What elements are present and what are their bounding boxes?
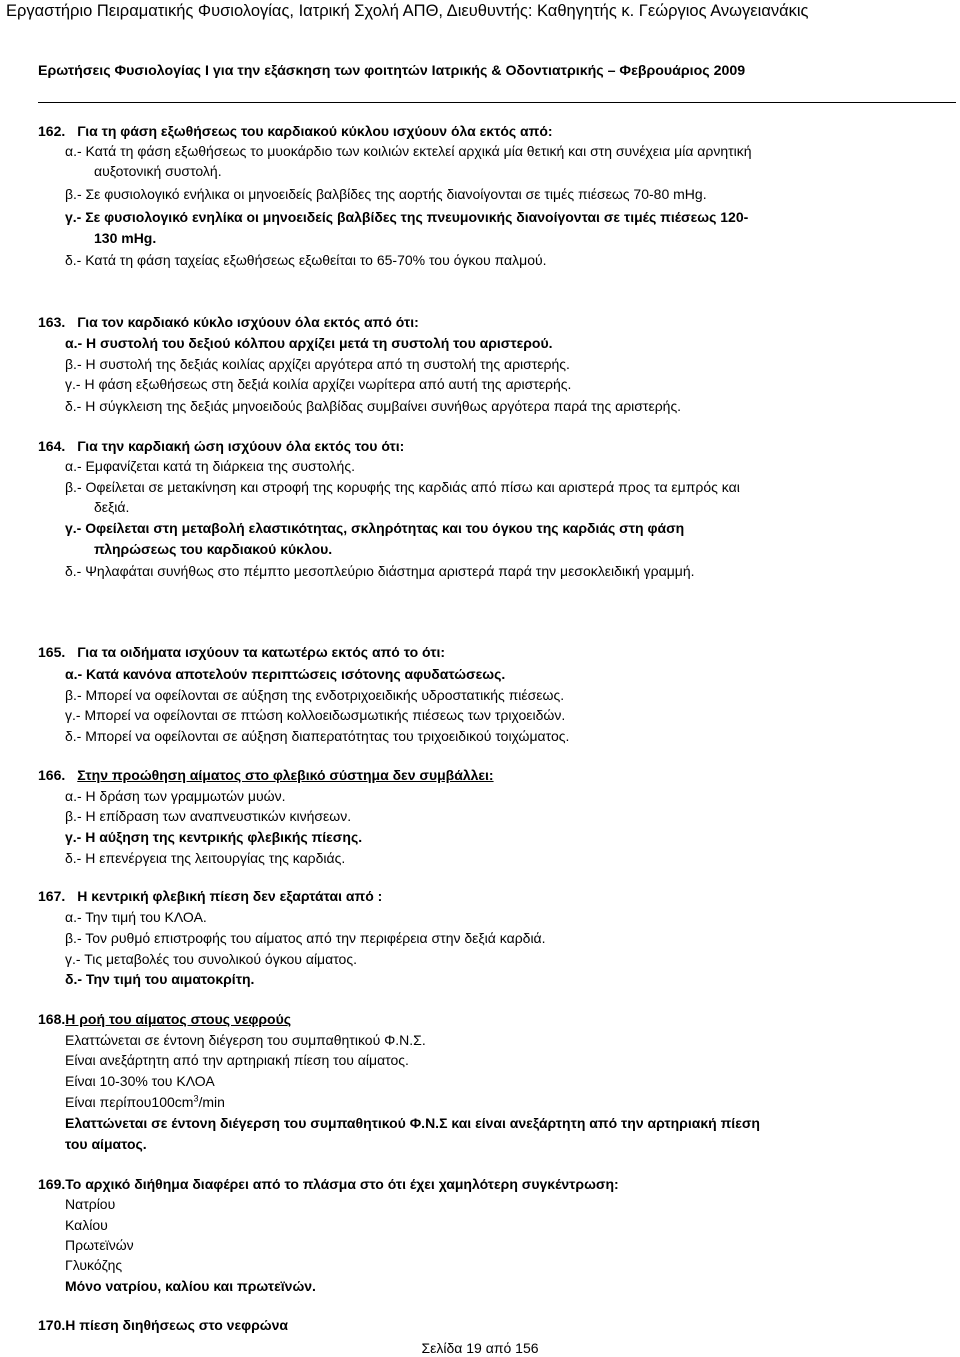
option-c: γ.- Η φάση εξωθήσεως στη δεξιά κοιλία αρχίζει νωρίτερα από αυτή της αριστερής. xyxy=(65,376,572,392)
option-a: α.- Κατά κανόνα αποτελούν περιπτώσεις ισότονης αφυδατώσεως. xyxy=(65,666,506,682)
option-d: δ.- Ψηλαφάται συνήθως στο πέμπτο μεσοπλεύριο διάστημα αριστερά παρά την μεσοκλειδική γραμμή. xyxy=(65,563,695,579)
option-4: Γλυκόζης xyxy=(65,1257,123,1273)
option-b: β.- Σε φυσιολογικό ενήλικα οι μηνοειδείς βαλβίδες της αορτής διανοίγονται σε τιμές πιέσεως 70-80 mHg. xyxy=(65,186,707,202)
question-number: 165. xyxy=(38,644,66,660)
question-168-header xyxy=(38,1009,291,1029)
question-number: 169. xyxy=(38,1176,66,1192)
question-number: 162. xyxy=(38,123,66,139)
question-167-header xyxy=(38,886,382,906)
question-title: Για τα οιδήματα ισχύουν τα κατωτέρω εκτός από το ότι: xyxy=(77,644,446,660)
question-title: Για τον καρδιακό κύκλο ισχύουν όλα εκτός από ότι: xyxy=(77,314,419,330)
question-170-header xyxy=(38,1315,288,1335)
option-d: δ.- Κατά τη φάση ταχείας εξωθήσεως εξωθείται το 65-70% του όγκου παλμού. xyxy=(65,252,547,268)
question-number: 170. xyxy=(38,1317,66,1333)
question-163-header xyxy=(38,312,419,332)
question-number: 163. xyxy=(38,314,66,330)
question-number: 166. xyxy=(38,767,66,783)
document-subtitle: Ερωτήσεις Φυσιολογίας Ι για την εξάσκηση των φοιτητών Ιατρικής & Οδοντιατρικής – Φεβρουάριος 2009 xyxy=(38,63,746,79)
header-divider xyxy=(38,102,956,103)
question-169-header xyxy=(38,1174,619,1194)
option-3: Πρωτεϊνών xyxy=(65,1237,134,1253)
question-title: Η ροή του αίματος στους νεφρούς xyxy=(65,1011,291,1027)
question-number: 168. xyxy=(38,1011,66,1027)
question-162-header xyxy=(38,121,553,141)
option-4-text: Είναι περίπου100cm xyxy=(65,1094,194,1110)
option-d: δ.- Μπορεί να οφείλονται σε αύξηση διαπερατότητας του τριχοειδικού τοιχώματος. xyxy=(65,728,570,744)
option-b: β.- Η επίδραση των αναπνευστικών κινήσεων. xyxy=(65,808,352,824)
option-4-unit: /min xyxy=(198,1094,225,1110)
option-b-line1: β.- Οφείλεται σε μετακίνηση και στροφή της κορυφής της καρδιάς από πίσω και αριστερά προς τα εμπρός και xyxy=(65,479,740,495)
option-a: α.- Την τιμή του ΚΛΟΑ. xyxy=(65,909,207,925)
answer-line1: Ελαττώνεται σε έντονη διέγερση του συμπαθητικού Φ.Ν.Σ και είναι ανεξάρτητη από την αρτηριακή πίεση xyxy=(65,1115,760,1131)
option-4-exponent: 3 xyxy=(193,1093,199,1104)
option-1: Ελαττώνεται σε έντονη διέγερση του συμπαθητικού Φ.Ν.Σ. xyxy=(65,1032,426,1048)
option-a: α.- Η δράση των γραμμωτών μυών. xyxy=(65,788,286,804)
question-title: Για την καρδιακή ώση ισχύουν όλα εκτός του ότι: xyxy=(77,438,405,454)
option-b: β.- Η συστολή της δεξιάς κοιλίας αρχίζει αργότερα από τη συστολή της αριστερής. xyxy=(65,356,570,372)
option-a: α.- Η συστολή του δεξιού κόλπου αρχίζει μετά τη συστολή του αριστερού. xyxy=(65,335,553,351)
question-number: 167. xyxy=(38,888,66,904)
option-c: γ.- Η αύξηση της κεντρικής φλεβικής πίεσης. xyxy=(65,829,363,845)
question-number: 164. xyxy=(38,438,66,454)
answer: Μόνο νατρίου, καλίου και πρωτεϊνών. xyxy=(65,1278,316,1294)
option-3: Είναι 10-30% του ΚΛΟΑ xyxy=(65,1073,215,1089)
question-title: Στην προώθηση αίματος στο φλεβικό σύστημα δεν συμβάλλει: xyxy=(77,767,494,783)
option-c: γ.- Τις μεταβολές του συνολικού όγκου αίματος. xyxy=(65,951,357,967)
option-c-line2: 130 mHg. xyxy=(94,230,157,246)
option-a-line1: α.- Κατά τη φάση εξωθήσεως το μυοκάρδιο των κοιλιών εκτελεί αρχικά μία θετική και στη συνέχεια μία αρνητική xyxy=(65,143,752,159)
option-c-line1: γ.- Σε φυσιολογικό ενηλίκα οι μηνοειδείς βαλβίδες της πνευμονικής διανοίγονται σε τιμές πιέσεως 120- xyxy=(65,209,749,225)
question-title: Η κεντρική φλεβική πίεση δεν εξαρτάται από : xyxy=(77,888,383,904)
option-d: δ.- Την τιμή του αιματοκρίτη. xyxy=(65,971,255,987)
option-4 xyxy=(65,1092,225,1112)
question-title: Το αρχικό διήθημα διαφέρει από το πλάσμα στο ότι έχει χαμηλότερη συγκέντρωση: xyxy=(65,1176,619,1192)
question-title: Για τη φάση εξωθήσεως του καρδιακού κύκλου ισχύουν όλα εκτός από: xyxy=(77,123,553,139)
lab-header: Εργαστήριο Πειραματικής Φυσιολογίας, Ιατρική Σχολή ΑΠΘ, Διευθυντής: Καθηγητής κ. Γεώργιος Ανωγειανάκις xyxy=(6,2,809,20)
option-2: Είναι ανεξάρτητη από την αρτηριακή πίεση του αίματος. xyxy=(65,1052,409,1068)
option-a-line2: αυξοτονική συστολή. xyxy=(94,163,222,179)
option-d: δ.- Η σύγκλειση της δεξιάς μηνοειδούς βαλβίδας συμβαίνει συνήθως αργότερα παρά της αριστερής. xyxy=(65,398,682,414)
option-2: Καλίου xyxy=(65,1217,108,1233)
answer-line2: του αίματος. xyxy=(65,1136,147,1152)
option-c-line2: πληρώσεως του καρδιακού κύκλου. xyxy=(94,541,333,557)
question-165-header xyxy=(38,642,445,662)
question-title: Η πίεση διηθήσεως στο νεφρώνα xyxy=(65,1317,288,1333)
option-b-line2: δεξιά. xyxy=(94,499,130,515)
option-c: γ.- Μπορεί να οφείλονται σε πτώση κολλοειδωσμωτικής πιέσεως των τριχοειδών. xyxy=(65,707,566,723)
question-166-header xyxy=(38,765,494,785)
option-a: α.- Εμφανίζεται κατά τη διάρκεια της συστολής. xyxy=(65,458,355,474)
option-b: β.- Τον ρυθμό επιστροφής του αίματος από την περιφέρεια στην δεξιά καρδιά. xyxy=(65,930,546,946)
option-b: β.- Μπορεί να οφείλονται σε αύξηση της ενδοτριχοειδικής υδροστατικής πιέσεως. xyxy=(65,687,565,703)
option-d: δ.- Η επενέργεια της λειτουργίας της καρδιάς. xyxy=(65,850,346,866)
option-1: Νατρίου xyxy=(65,1196,116,1212)
question-164-header xyxy=(38,436,404,456)
page-number: Σελίδα 19 από 156 xyxy=(421,1340,539,1356)
option-c-line1: γ.- Οφείλεται στη μεταβολή ελαστικότητας, σκληρότητας και του όγκου της καρδιάς στη φάση xyxy=(65,520,685,536)
